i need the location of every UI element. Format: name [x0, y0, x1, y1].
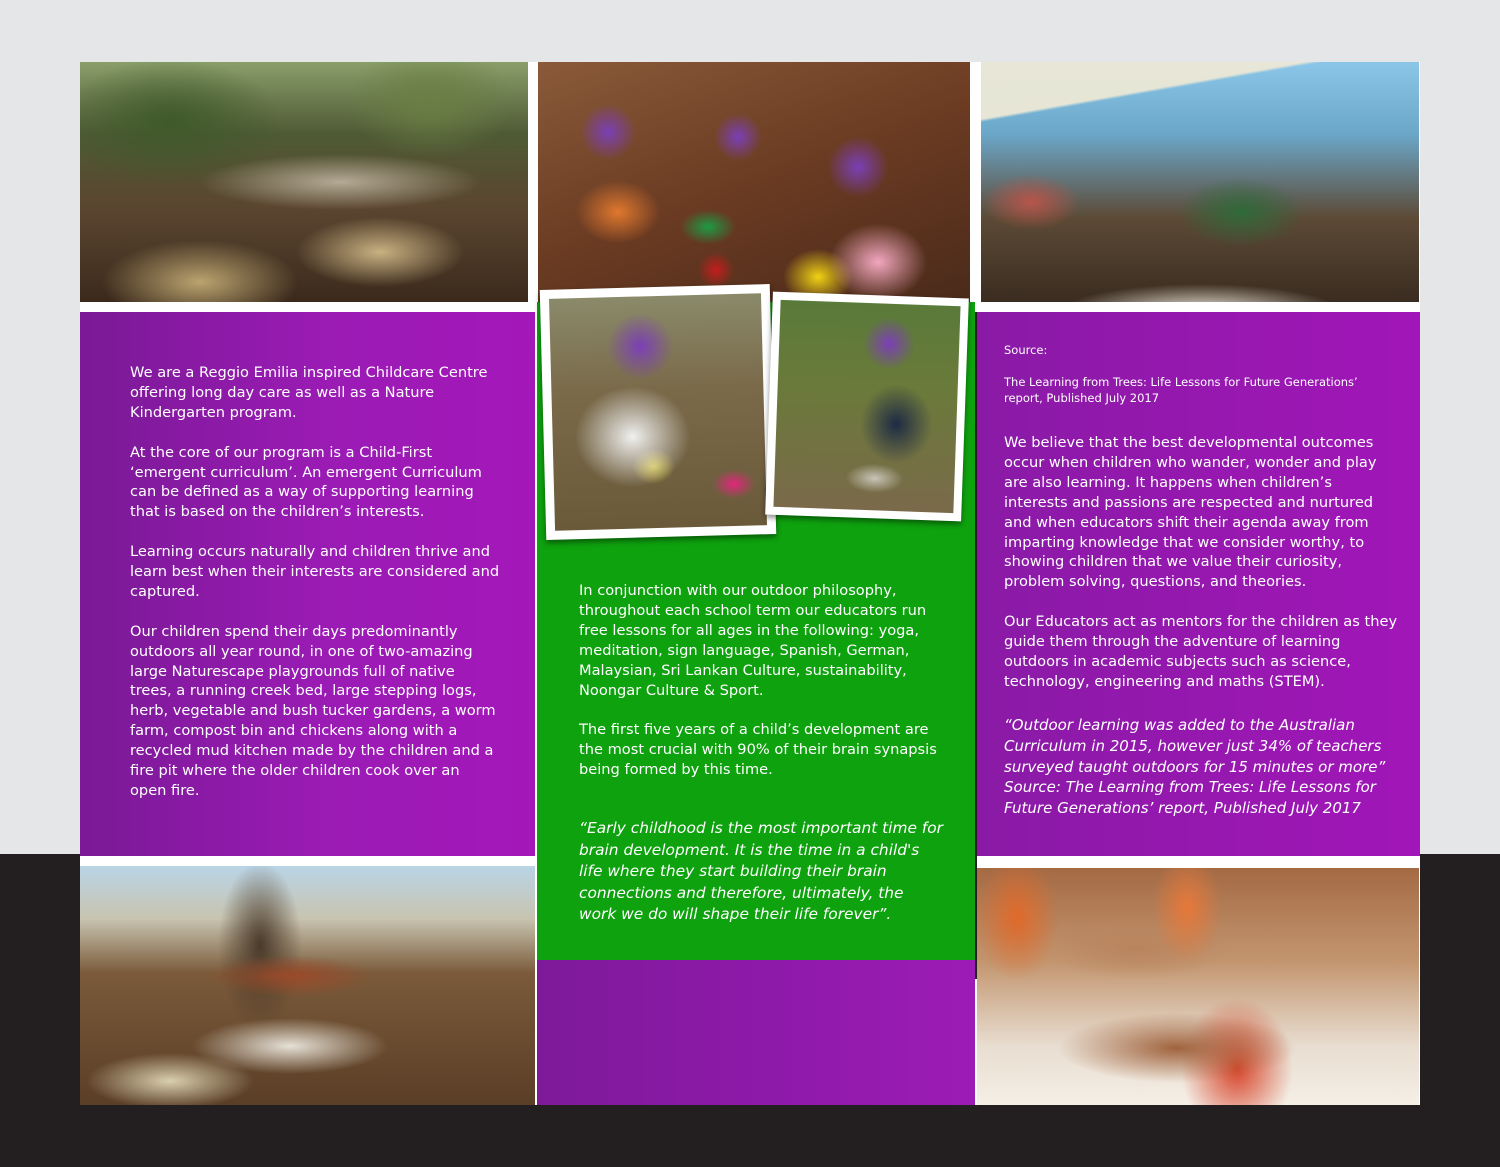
left-paragraph-1: We are a Reggio Emilia inspired Childcare Centre offering long day care as well as a Nature Kindergarten program.	[130, 364, 488, 421]
middle-paragraph-2: The first five years of a child’s development are the most crucial with 90% of their brain synapsis being formed by this time.	[579, 721, 937, 779]
source-text: The Learning from Trees: Life Lessons for Future Generations’ report, Published July 2017	[1004, 375, 1358, 405]
photo-children-cutting-vegetables	[538, 62, 970, 302]
polaroid-child-with-saw	[540, 284, 776, 540]
middle-paragraph-1: In conjunction with our outdoor philosophy, throughout each school term our educators run free lessons for all ages in the following: yoga, meditation, sign language, Spanish, German, Malaysian, Sri Lankan Culture, sustainability, Noongar Culture & Sport.	[579, 582, 927, 699]
left-paragraph-3: Learning occurs naturally and children thrive and learn best when their interests are considered and captured.	[130, 543, 500, 600]
photo-child-drilling-wood	[773, 300, 960, 513]
left-paragraph-2: At the core of our program is a Child-First ‘emergent curriculum’. An emergent Curriculum can be defined as a way of supporting learning that is based on the children’s interests.	[130, 443, 482, 521]
photo-sandpit-playground	[80, 866, 535, 1105]
right-quote: “Outdoor learning was added to the Australian Curriculum in 2015, however just 34% of teachers surveyed taught outdoors for 15 minutes or more” Source: The Learning from Trees: Life Lessons for Future Generations’ report, Published July 2017	[1004, 716, 1386, 818]
photo-naturescape-garden	[80, 62, 528, 302]
middle-quote: “Early childhood is the most important time for brain development. It is the time in a child's life where they start building their brain connections and therefore, ultimately, the work we do will shape their life forever”.	[579, 819, 943, 924]
left-paragraph-4: Our children spend their days predominantly outdoors all year round, in one of two-amazing large Naturescape playgrounds full of native trees, a running creek bed, large stepping logs, herb, vegetable and bush tucker gardens, a worm farm, compost bin and chickens along with a recycled mud kitchen made by the children and a fire pit where the older children cook over an open fire.	[130, 622, 496, 799]
middle-purple-footer	[537, 960, 975, 1105]
photo-child-sawing-wood	[549, 293, 767, 530]
left-panel-text	[130, 363, 500, 801]
photo-water-play-feature	[977, 868, 1419, 1105]
left-text-panel	[80, 312, 535, 856]
right-text-panel	[977, 312, 1420, 856]
source-label: Source:	[1004, 343, 1048, 357]
right-paragraph-2: Our Educators act as mentors for the children as they guide them through the adventure of learning outdoors in academic subjects such as science, technology, engineering and maths (STEM).	[1004, 613, 1398, 690]
photo-shaded-playground	[981, 62, 1419, 302]
right-paragraph-1: We believe that the best developmental outcomes occur when children who wander, wonder and play are also learning. It happens when children’s interests and passions are respected and nurtured and when educators shift their agenda away from imparting knowledge that we consider worthy, to showing children that we value their curiosity, problem solving, questions, and theories.	[1004, 434, 1377, 591]
polaroid-child-with-drill	[765, 292, 969, 522]
middle-panel-text	[579, 581, 949, 780]
right-panel-text	[1004, 433, 1399, 692]
